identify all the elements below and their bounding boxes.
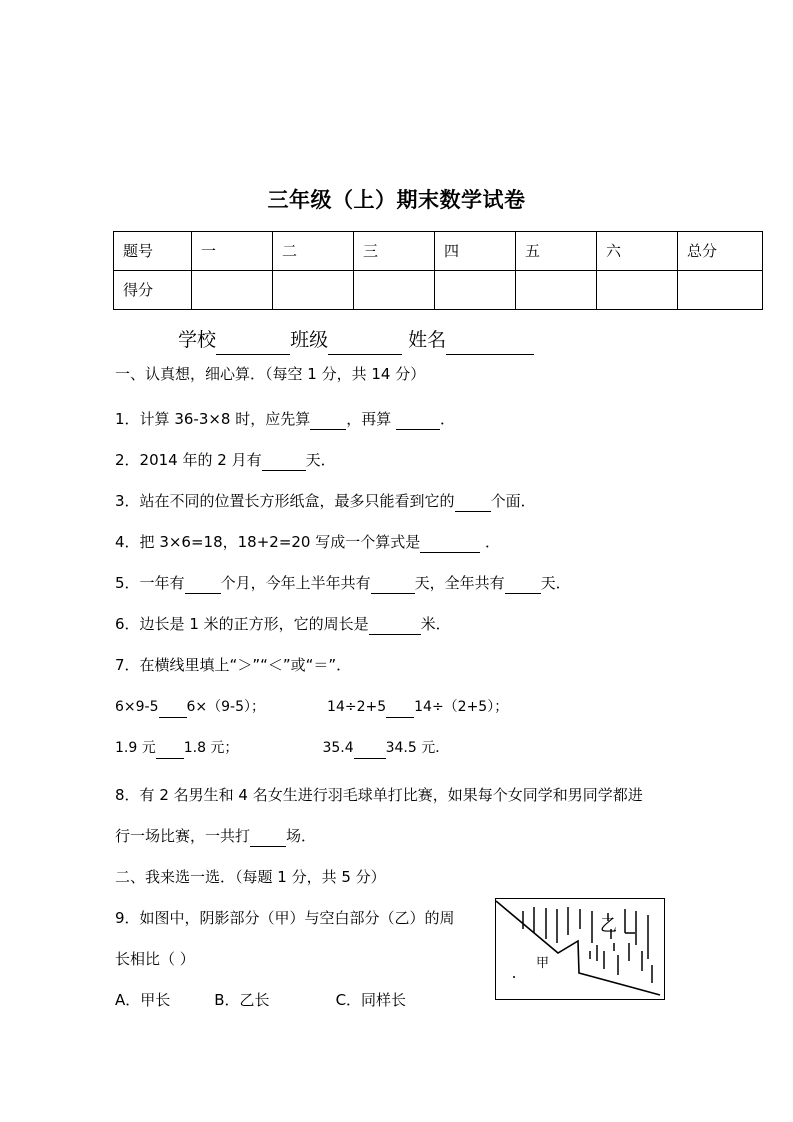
comparison-1-left2: 14÷2+5 xyxy=(327,699,387,715)
question-4-text-b: ． xyxy=(485,533,501,551)
question-8-text-line1: 有 2 名男生和 4 名女生进行羽毛球单打比赛，如果每个女同学和男同学都进 xyxy=(139,786,643,804)
question-5-text-b: 个月，今年上半年共有 xyxy=(220,574,371,592)
table-cell: 六 xyxy=(597,232,678,271)
table-cell-score-input[interactable] xyxy=(435,271,516,310)
question-9-text-line2[interactable]: 长相比（ ） xyxy=(115,950,195,968)
table-cell: 五 xyxy=(516,232,597,271)
table-cell: 总分 xyxy=(678,232,763,271)
answer-blank[interactable] xyxy=(262,455,306,471)
question-4 xyxy=(115,531,500,553)
table-cell-score-input[interactable] xyxy=(273,271,354,310)
table-cell-score-input[interactable] xyxy=(192,271,273,310)
answer-blank[interactable] xyxy=(310,414,346,430)
table-cell-row-label: 得分 xyxy=(114,271,192,310)
question-4-text-a: 把 3×6=18，18+2=20 写成一个算式是 xyxy=(139,533,421,551)
question-6-text-b: 米． xyxy=(420,615,451,633)
answer-blank[interactable] xyxy=(396,414,440,430)
table-cell-score-input[interactable] xyxy=(354,271,435,310)
question-9-figure xyxy=(495,898,665,1000)
question-5-text-c: 天，全年共有 xyxy=(414,574,505,592)
question-6-number: 6． xyxy=(115,615,140,633)
page-title: 三年级（上）期末数学试卷 xyxy=(267,188,526,212)
question-1-text-a: 计算 36-3×8 时，应先算 xyxy=(139,410,311,428)
class-label: 班级 xyxy=(290,329,329,351)
table-row xyxy=(114,271,763,310)
option-c[interactable]: C．同样长 xyxy=(335,991,407,1009)
comparison-row-1 xyxy=(115,696,508,718)
figure-label-yi: 乙 xyxy=(600,916,617,936)
section-heading-1: 一、认真想，细心算．（每空 1 分，共 14 分） xyxy=(115,365,426,383)
question-3 xyxy=(115,490,536,512)
table-cell: 一 xyxy=(192,232,273,271)
answer-blank[interactable] xyxy=(505,578,541,594)
answer-blank[interactable] xyxy=(185,578,221,594)
school-input[interactable] xyxy=(216,337,290,355)
question-9-options xyxy=(115,989,406,1011)
question-8-text-line2a: 行一场比赛，一共打 xyxy=(115,827,251,845)
question-7-text-a: 在横线里填上“＞”“＜”或“＝”． xyxy=(139,656,352,674)
answer-blank[interactable] xyxy=(420,537,480,553)
comparison-2-right: 1.8 元； xyxy=(183,740,239,756)
comparison-blank[interactable] xyxy=(159,702,187,718)
question-8-number: 8． xyxy=(115,786,140,804)
question-2-text-b: 天． xyxy=(305,451,336,469)
comparison-2-right2: 34.5 元． xyxy=(385,740,450,756)
shaded-region-diagram xyxy=(496,899,662,997)
question-7 xyxy=(115,654,351,676)
comparison-blank[interactable] xyxy=(156,743,184,759)
question-7-number: 7． xyxy=(115,656,140,674)
question-8-line-1 xyxy=(115,784,643,806)
option-a[interactable]: A．甲长 xyxy=(115,991,171,1009)
answer-blank[interactable] xyxy=(455,496,491,512)
question-5-text-a: 一年有 xyxy=(139,574,185,592)
answer-blank[interactable] xyxy=(371,578,415,594)
stray-dot xyxy=(513,976,515,978)
question-3-text-a: 站在不同的位置长方形纸盒，最多只能看到它的 xyxy=(139,492,455,510)
question-2 xyxy=(115,449,336,471)
question-9-number: 9． xyxy=(115,909,140,927)
name-input[interactable] xyxy=(446,337,534,355)
question-1-text-c: ． xyxy=(440,410,456,428)
comparison-2-left2: 35.4 xyxy=(322,740,354,756)
option-b[interactable]: B．乙长 xyxy=(214,991,270,1009)
table-cell: 三 xyxy=(354,232,435,271)
score-table xyxy=(113,231,763,310)
name-label: 姓名 xyxy=(408,329,447,351)
table-cell-row-label: 题号 xyxy=(114,232,192,271)
question-3-number: 3． xyxy=(115,492,140,510)
identity-line xyxy=(115,325,715,355)
question-6-text-a: 边长是 1 米的正方形，它的周长是 xyxy=(139,615,369,633)
comparison-1-right2: 14÷（2+5）； xyxy=(414,699,509,715)
table-cell: 二 xyxy=(273,232,354,271)
comparison-row-2 xyxy=(115,737,449,759)
comparison-blank[interactable] xyxy=(354,743,386,759)
comparison-blank[interactable] xyxy=(386,702,414,718)
question-4-number: 4． xyxy=(115,533,140,551)
question-1-number: 1． xyxy=(115,410,140,428)
question-5-text-d: 天． xyxy=(540,574,571,592)
question-9-line-2 xyxy=(115,948,195,970)
question-9-line-1 xyxy=(115,907,455,929)
question-1 xyxy=(115,408,455,430)
answer-blank[interactable] xyxy=(369,619,421,635)
comparison-1-right: 6×（9-5）； xyxy=(186,699,266,715)
question-6 xyxy=(115,613,451,635)
question-1-text-b: ，再算 xyxy=(346,410,392,428)
question-5-number: 5． xyxy=(115,574,140,592)
comparison-2-left: 1.9 元 xyxy=(115,740,156,756)
question-8-line-2 xyxy=(115,825,316,847)
comparison-1-left: 6×9-5 xyxy=(115,699,159,715)
table-cell-score-input[interactable] xyxy=(597,271,678,310)
hatch-lines xyxy=(523,907,652,983)
answer-blank[interactable] xyxy=(250,831,286,847)
question-2-number: 2． xyxy=(115,451,140,469)
table-row xyxy=(114,232,763,271)
figure-label-jia: 甲 xyxy=(536,956,550,971)
school-label: 学校 xyxy=(178,329,217,351)
table-cell: 四 xyxy=(435,232,516,271)
question-5 xyxy=(115,572,571,594)
class-input[interactable] xyxy=(328,337,402,355)
question-2-text-a: 2014 年的 2 月有 xyxy=(139,451,262,469)
table-cell-score-input[interactable] xyxy=(678,271,763,310)
question-3-text-b: 个面． xyxy=(490,492,536,510)
question-8-text-line2b: 场． xyxy=(286,827,317,845)
question-9-text-line1: 如图中，阴影部分（甲）与空白部分（乙）的周 xyxy=(139,909,455,927)
table-cell-score-input[interactable] xyxy=(516,271,597,310)
section-heading-2: 二、我来选一选．（每题 1 分，共 5 分） xyxy=(115,868,386,886)
